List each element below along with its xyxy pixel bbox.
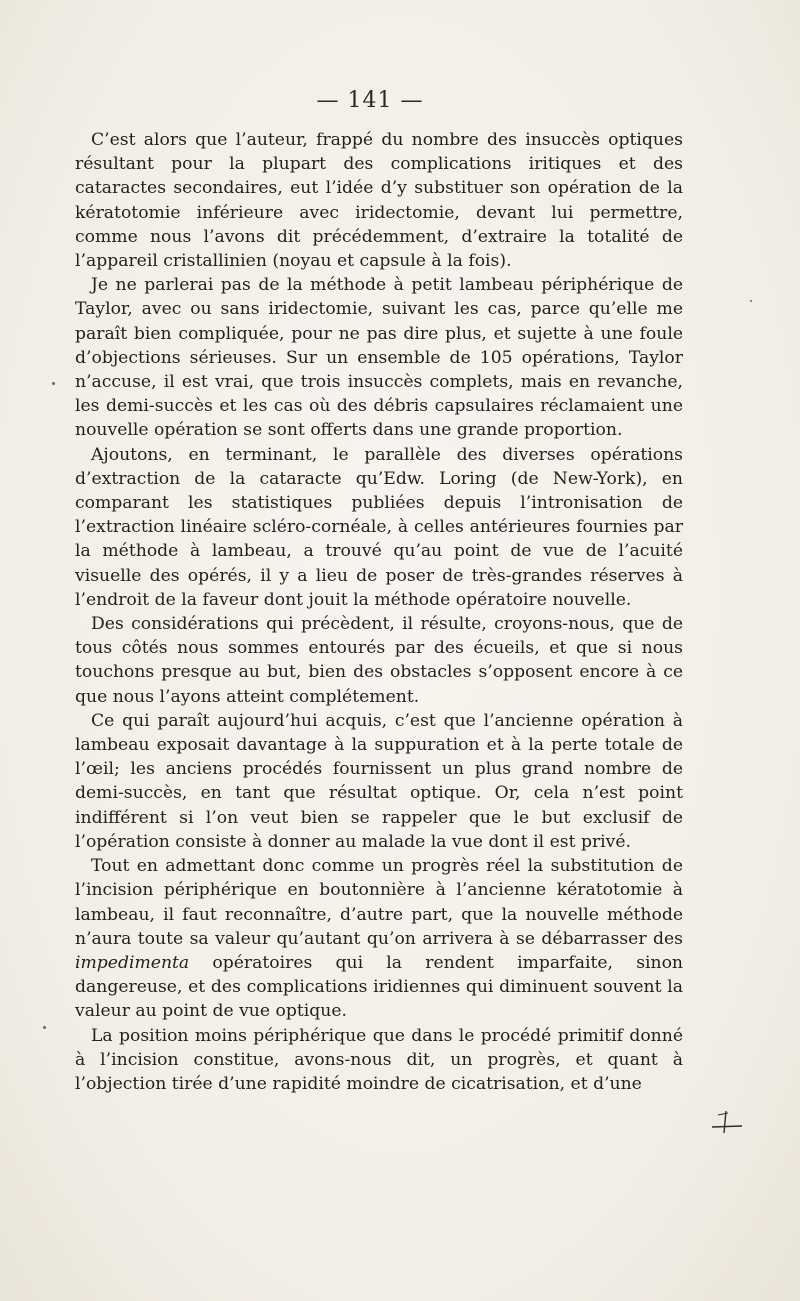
paragraph-text: La position moins périphérique que dans le procédé primitif donné à l’incision constitue, avons-nous dit, un progrès, et quant à l’objection tirée d’une rapidité moindre de cicatrisation, et d’une <box>75 1025 683 1094</box>
paragraph-text: Je ne parlerai pas de la méthode à petit lambeau périphérique de Taylor, avec ou sans iridectomie, suivant les cas, parce qu’elle me paraît bien compliquée, pour ne pas dire plus, et sujette à une foule d’objections sérieuses. Sur un ensemble de 105 opérations, Taylor n’accuse, il est vrai, que trois insuccès complets, mais en revanche, les demi-succès et les cas où des débris capsulaires réclamaient une nouvelle opération se sont offerts dans une grande proportion. <box>75 275 683 441</box>
body-text <box>75 128 683 1096</box>
paragraph-text: Ajoutons, en terminant, le parallèle des diverses opérations d’extraction de la cataracte qu’Edw. Loring (de New-York), en comparant les statistiques publiées depuis l’intronisation de l’extraction linéaire scléro-cornéale, à celles antérieures fournies par la méthode à lambeau, a trouvé qu’au point de vue de l’acuité visuelle des opérés, il y a lieu de poser de très-grandes réserves à l’endroit de la faveur dont jouit la méthode opératoire nouvelle. <box>75 444 683 610</box>
paragraph-text: Tout en admettant donc comme un progrès réel la substitution de l’incision périphérique en boutonnière à l’ancienne kératotomie à lambeau, il faut reconnaître, d’autre part, que la nouvelle méthode n’aura toute sa valeur qu’autant qu’on arrivera à se débarrasser des <box>75 856 683 949</box>
margin-mark-icon <box>706 1107 746 1137</box>
paragraph <box>75 612 683 709</box>
ink-speck <box>52 382 55 385</box>
paragraph-text: opératoires qui la rendent imparfaite, sinon dangereuse, et des complications iridiennes qui diminuent souvent la valeur au point de vue optique. <box>75 952 683 1022</box>
ink-speck <box>43 1026 46 1029</box>
paragraph <box>75 709 683 854</box>
paragraph-text: Des considérations qui précèdent, il résulte, croyons-nous, que de tous côtés nous sommes entourés par des écueils, et que si nous touchons presque au but, bien des obstacles s’opposent encore à ce que nous l’ayons atteint complétement. <box>75 614 683 707</box>
paragraph <box>75 443 683 612</box>
paragraph-text: C’est alors que l’auteur, frappé du nombre des insuccès optiques résultant pour la plupart des complications iritiques et des cataractes secondaires, eut l’idée d’y substituer son opération de la kératotomie inférieure avec iridectomie, devant lui permettre, comme nous l’avons dit précédemment, d’extraire la totalité de l’appareil cristallinien (noyau et capsule à la fois). <box>75 130 683 272</box>
paragraph <box>75 273 683 442</box>
page-number: — 141 — <box>316 88 424 113</box>
paragraph <box>75 854 683 1023</box>
paragraph-text: Ce qui paraît aujourd’hui acquis, c’est que l’ancienne opération à lambeau exposait davantage à la suppuration et à la perte totale de l’œil; les anciens procédés fournissent un plus grand nombre de demi-succès, en tant que résultat optique. Or, cela n’est point indifférent si l’on veut bien se rappeler que le but exclusif de l’opération consiste à donner au malade la vue dont il est privé. <box>75 710 683 852</box>
paragraph <box>75 128 683 273</box>
italic-term: impedimenta <box>75 952 190 973</box>
paragraph <box>75 1024 683 1097</box>
ink-speck <box>750 300 752 302</box>
